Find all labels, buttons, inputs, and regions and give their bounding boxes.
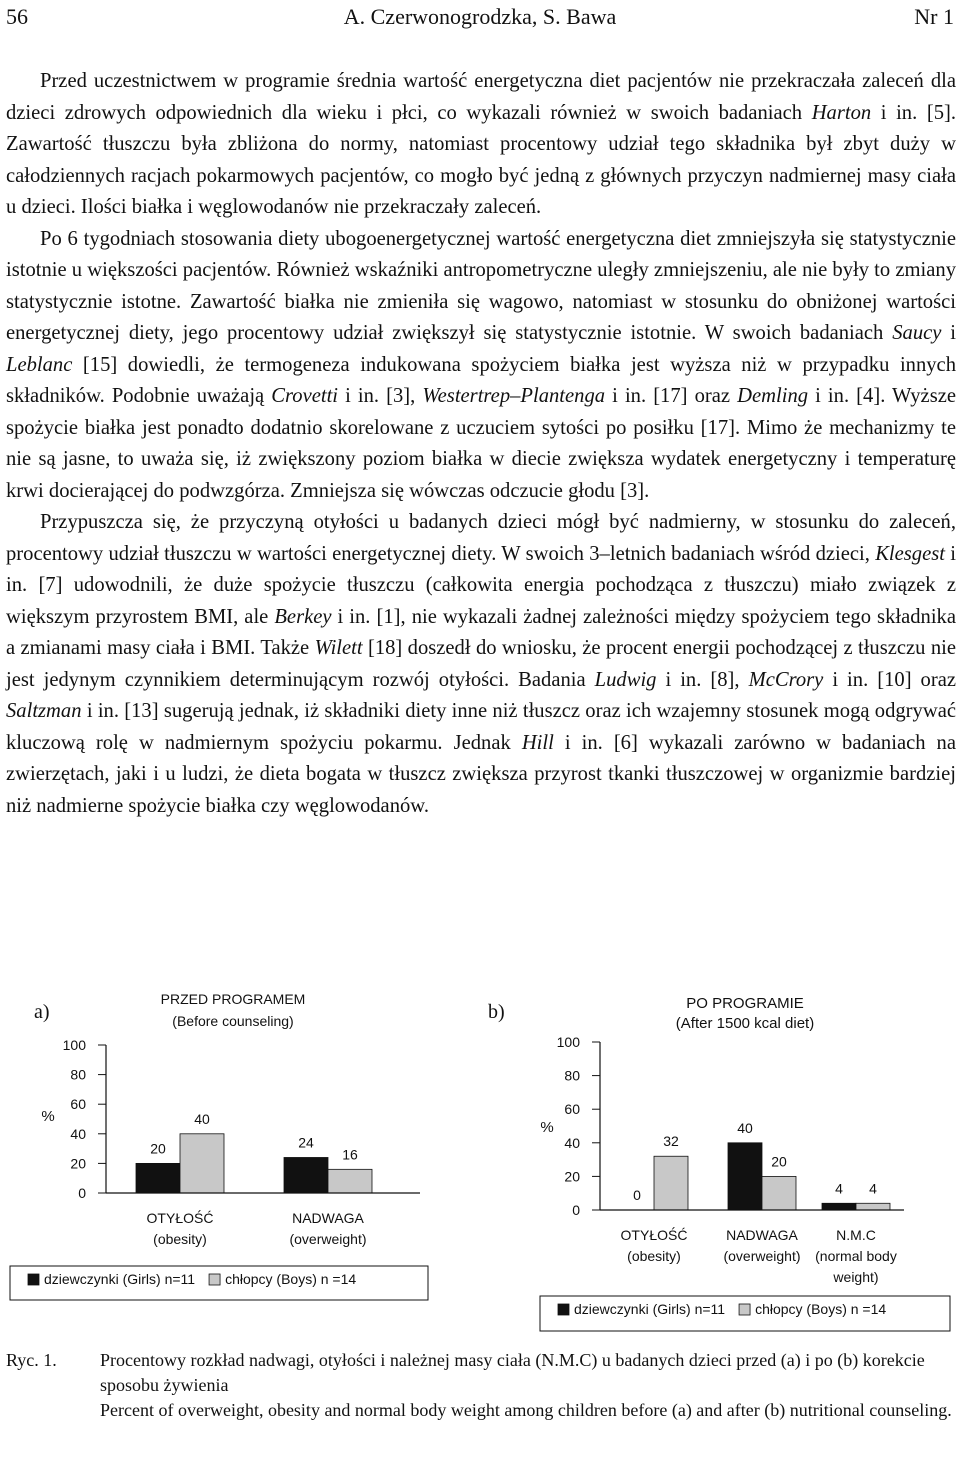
figure-b-chart (480, 988, 958, 1338)
cited-author: Demling (737, 385, 809, 407)
issue-number: Nr 1 (914, 4, 954, 29)
cited-author: Berkey (274, 605, 332, 628)
category-label: OTYŁOŚĆ (620, 1227, 688, 1243)
legend-label: chłopcy (Boys) n =14 (225, 1271, 357, 1287)
bar-value-label: 40 (737, 1119, 753, 1136)
y-tick-label: 20 (564, 1168, 580, 1185)
category-label: (obesity) (627, 1248, 681, 1264)
text-run: i in. [13] sugerują jednak, iż składniki diety inne niż tłuszcz oraz ich wzajemny stosunek mogą odgrywać kluczową rolę w nadmiernym spożyciu pokarmu. Jednak (6, 700, 956, 754)
bar-boys (180, 1134, 224, 1193)
paragraph-1 (6, 66, 956, 224)
chart-b-subtitle: (After 1500 kcal diet) (675, 1015, 815, 1032)
y-tick-label: 20 (70, 1155, 86, 1172)
text-run: i in. [5]. Zawartość tłuszczu była zbliżona do normy, natomiast procentowy udział tego składnika był zbyt duży w całodziennych racjach pokarmowych pacjentów, co mogło być jedną z głównych przyczyn nadmiernej masy ciała u dzieci. Ilości białka i węglowodanów nie przekraczały zaleceń. (6, 101, 956, 218)
y-tick-label: 40 (70, 1125, 86, 1142)
chart-a-legend (28, 1271, 356, 1287)
chart-a-plot (63, 1037, 372, 1247)
bar-boys (856, 1203, 890, 1210)
bar-girls (822, 1203, 856, 1210)
caption-polish: Procentowy rozkład nadwagi, otyłości i należnej masy ciała (N.M.C) u badanych dzieci przed (a) i po (b) korekcie sposobu żywienia (100, 1350, 925, 1395)
page-number: 56 (6, 4, 28, 29)
category-label: (overweight) (289, 1231, 367, 1247)
cited-author: Saltzman (6, 700, 82, 722)
running-header (0, 4, 960, 34)
y-tick-label: 100 (62, 1037, 86, 1053)
cited-author: Ludwig (594, 668, 657, 691)
bar-value-label: 0 (633, 1187, 641, 1203)
category-label: OTYŁOŚĆ (146, 1210, 214, 1226)
bar-boys (654, 1156, 688, 1210)
bar-value-label: 24 (298, 1134, 314, 1151)
category-label: (obesity) (153, 1231, 207, 1247)
cited-author: Harton (811, 101, 872, 124)
legend-label: dziewczynki (Girls) n=11 (574, 1301, 726, 1317)
cited-author: Westertrep–Plantenga (422, 385, 606, 407)
cited-author: Leblanc (6, 353, 73, 376)
text-run: i (941, 322, 956, 344)
caption-label: Ryc. 1. (6, 1350, 57, 1370)
category-label: (normal body (815, 1248, 897, 1264)
bar-girls (728, 1143, 762, 1210)
text-run: i in. [8], (656, 668, 749, 691)
bar-value-label: 4 (869, 1180, 877, 1197)
panel-label-a: a) (34, 1001, 50, 1023)
text-run: i in. [4]. Wyższe spożycie białka jest ponadto dodatnio skorelowane z uczuciem sytości po posiłku [17]. Mimo że mechanizmy te nie są jasne, to uważa się, iż zwiększony poziom białka w diecie zwiększa wydatek energetyczny i temperaturę krwi docierającej do podwzgórza. Zmniejsza się wówczas odczucie głodu [3]. (6, 385, 956, 502)
y-tick-label: 100 (556, 1034, 580, 1050)
legend-label: chłopcy (Boys) n =14 (755, 1301, 887, 1317)
cited-author: McCrory (748, 668, 824, 691)
caption-english: Percent of overweight, obesity and normal body weight among children before (a) and after (b) nutritional counseling. (100, 1400, 952, 1420)
legend-swatch (558, 1304, 569, 1315)
bar-girls (136, 1163, 180, 1193)
category-label: (overweight) (723, 1248, 801, 1264)
text-run: i in. [7] udowodnili, że duże spożycie tłuszczu (całkowita energia pochodząca z tłuszczu) miało związek z większym przyrostem BMI, ale (6, 542, 956, 628)
text-run: Po 6 tygodniach stosowania diety ubogoenergetycznej wartość energetyczna diet zmniejszyła się statystycznie istotnie u większości pacjentów. Również wskaźniki antropometryczne uległy zmniejszeniu, ale nie były to zmiany statystycznie istotne. Zawartość białka nie zmieniła się wagowo, natomiast w stosunku do obniżonej wartości energetycznej diety, jego procentowy udział zwiększył się statystycznie istotnie. W swoich badaniach (6, 227, 956, 344)
y-tick-label: 40 (564, 1134, 580, 1151)
chart-b-ylabel: % (540, 1119, 554, 1136)
cited-author: Wilett (314, 637, 363, 659)
text-run: [15] dowiedli, że termogeneza indukowana spożyciem białka jest wyższa niż w przypadku innych składników. Podobnie uważają (6, 353, 956, 407)
text-run: Przed uczestnictwem w programie średnia wartość energetyczna diet pacjentów nie przekraczała zaleceń dla dzieci zdrowych odpowiednich dla wieku i płci, co wykazali również w swoich badaniach (6, 70, 956, 124)
text-run: i in. [10] oraz (823, 668, 956, 691)
y-tick-label: 80 (70, 1066, 86, 1083)
y-tick-label: 60 (564, 1101, 580, 1118)
chart-b-title: PO PROGRAMIE (686, 995, 804, 1012)
legend-swatch (209, 1274, 220, 1285)
bar-value-label: 20 (150, 1140, 166, 1157)
category-label: weight) (833, 1269, 879, 1285)
paragraph-3 (6, 507, 956, 822)
cited-author: Crovetti (271, 385, 339, 407)
bar-boys (762, 1176, 796, 1210)
bar-value-label: 20 (771, 1153, 787, 1170)
y-tick-label: 80 (564, 1067, 580, 1084)
text-run: Przypuszcza się, że przyczyną otyłości u badanych dzieci mógł być nadmierny, w stosunku do zaleceń, procentowy udział tłuszczu w wartości energetycznej diety. W swoich 3–letnich badaniach wśród dzieci, (6, 511, 956, 565)
paragraph-2 (6, 224, 956, 508)
chart-a-title: PRZED PROGRAMEM (160, 991, 306, 1007)
chart-b-legend (558, 1301, 886, 1317)
legend-label: dziewczynki (Girls) n=11 (44, 1271, 196, 1287)
chart-a-subtitle: (Before counseling) (172, 1013, 294, 1029)
figure-a-chart (0, 988, 440, 1328)
bar-value-label: 40 (194, 1110, 210, 1127)
category-label: NADWAGA (726, 1227, 798, 1243)
bar-boys (328, 1169, 372, 1193)
cited-author: Klesgest (875, 542, 945, 565)
panel-label-b: b) (488, 1001, 505, 1023)
chart-b-plot (557, 1034, 897, 1285)
text-run: i in. [17] oraz (605, 385, 738, 407)
running-authors: A. Czerwonogrodzka, S. Bawa (343, 4, 617, 29)
cited-author: Hill (521, 731, 554, 754)
y-tick-label: 0 (78, 1185, 86, 1201)
text-run: [18] doszedł do wniosku, że procent energii pochodzącej z tłuszczu nie jest jedynym czynnikiem determinującym rozwój otyłości. Badania (6, 637, 956, 691)
category-label: N.M.C (836, 1227, 876, 1243)
y-tick-label: 60 (70, 1096, 86, 1113)
text-run: i in. [1], nie wykazali żadnej zależności między spożyciem tego składnika a zmianami masy ciała i BMI. Także (6, 605, 956, 659)
bar-girls (284, 1157, 328, 1193)
chart-a-ylabel: % (41, 1108, 55, 1125)
legend-swatch (739, 1304, 750, 1315)
bar-value-label: 16 (342, 1146, 358, 1163)
text-run: i in. [6] wykazali zarówno w badaniach na zwierzętach, jaki i u ludzi, że dieta bogata w tłuszcz zwiększa przyrost tkanki tłuszczowej w organizmie bardziej niż nadmierne spożycie białka czy węglowodanów. (6, 731, 956, 817)
bar-value-label: 4 (835, 1180, 843, 1197)
article-body (6, 66, 956, 822)
cited-author: Saucy (892, 322, 942, 344)
category-label: NADWAGA (292, 1210, 364, 1226)
legend-swatch (28, 1274, 39, 1285)
y-tick-label: 0 (572, 1202, 580, 1218)
bar-value-label: 32 (663, 1133, 679, 1150)
text-run: i in. [3], (338, 385, 423, 407)
